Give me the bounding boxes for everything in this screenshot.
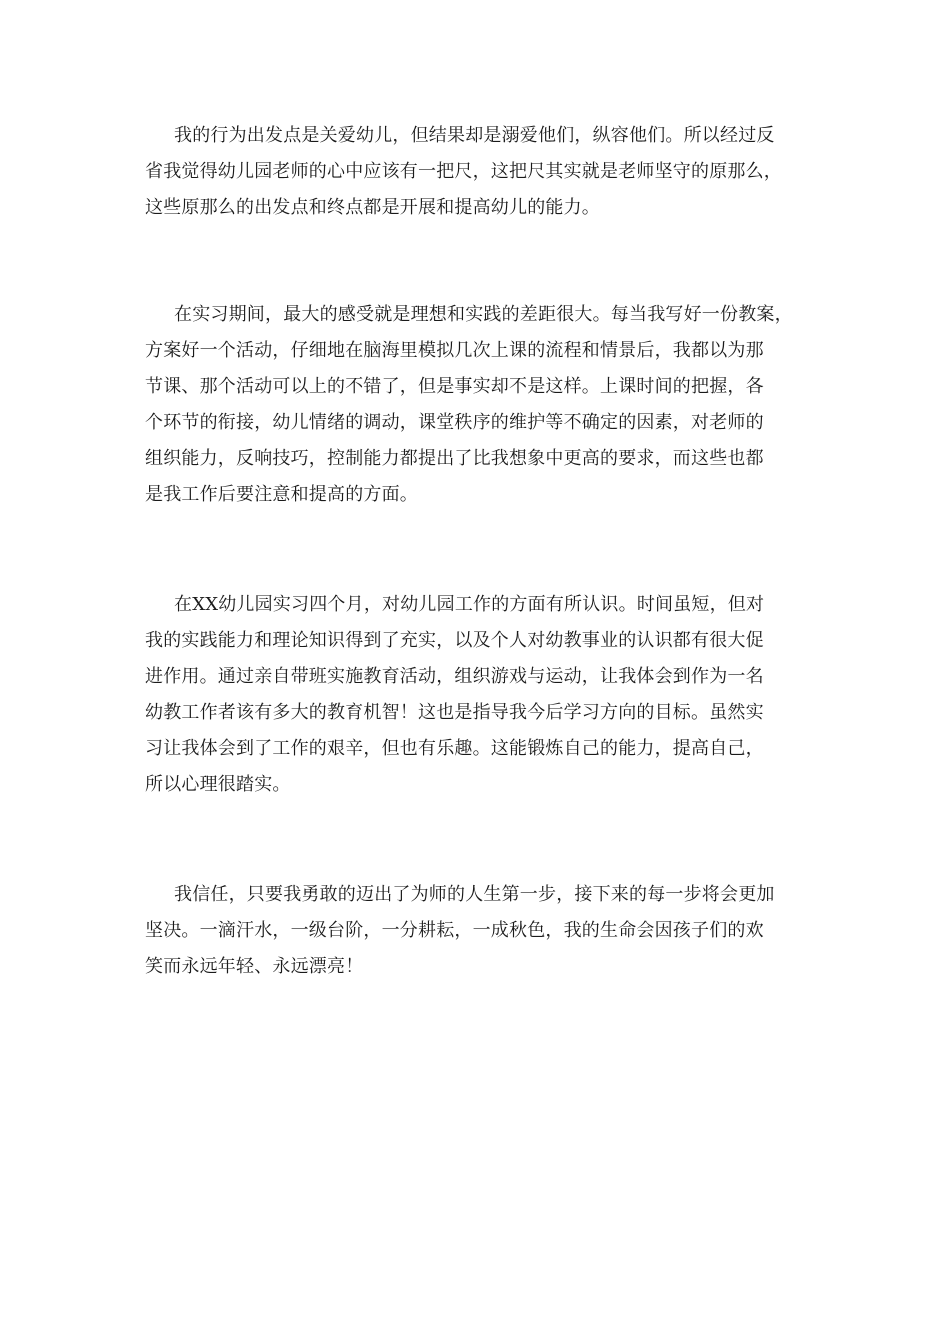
text-line: 个环节的衔接，幼儿情绪的调动，课堂秩序的维护等不确定的因素，对老师的 [145, 412, 764, 433]
text-line: 幼教工作者该有多大的教育机智！这也是指导我今后学习方向的目标。虽然实 [145, 702, 764, 723]
text-line: 方案好一个活动，仔细地在脑海里模拟几次上课的流程和情景后，我都以为那 [145, 340, 764, 361]
text-line: 笑而永远年轻、永远漂亮！ [145, 956, 364, 977]
text-line: 坚决。一滴汗水，一级台阶，一分耕耘，一成秋色，我的生命会因孩子们的欢 [145, 920, 764, 941]
text-line: 我的实践能力和理论知识得到了充实，以及个人对幼教事业的认识都有很大促 [145, 630, 764, 651]
text-line: 节课、那个活动可以上的不错了，但是事实却不是这样。上课时间的把握，各 [145, 376, 764, 397]
text-line: 所以心理很踏实。 [145, 774, 291, 795]
paragraph-3 [145, 587, 815, 803]
text-line: 习让我体会到了工作的艰辛，但也有乐趣。这能锻炼自己的能力，提高自己， [145, 738, 764, 759]
text-line: 在实习期间，最大的感受就是理想和实践的差距很大。每当我写好一份教案， [174, 304, 793, 325]
text-line: 我的行为出发点是关爱幼儿，但结果却是溺爱他们，纵容他们。所以经过反 [174, 125, 775, 146]
text-line: 省我觉得幼儿园老师的心中应该有一把尺，这把尺其实就是老师坚守的原那么， [145, 161, 782, 182]
text-line: 在XX幼儿园实习四个月，对幼儿园工作的方面有所认识。时间虽短，但对 [174, 594, 765, 615]
paragraph-4 [145, 877, 815, 985]
paragraph-2 [145, 297, 815, 513]
text-line: 我信任，只要我勇敢的迈出了为师的人生第一步，接下来的每一步将会更加 [174, 884, 775, 905]
text-line: 进作用。通过亲自带班实施教育活动，组织游戏与运动，让我体会到作为一名 [145, 666, 764, 687]
text-line: 是我工作后要注意和提高的方面。 [145, 484, 418, 505]
text-line: 组织能力，反响技巧，控制能力都提出了比我想象中更高的要求，而这些也都 [145, 448, 764, 469]
paragraph-1 [145, 118, 815, 226]
text-line: 这些原那么的出发点和终点都是开展和提高幼儿的能力。 [145, 197, 600, 218]
